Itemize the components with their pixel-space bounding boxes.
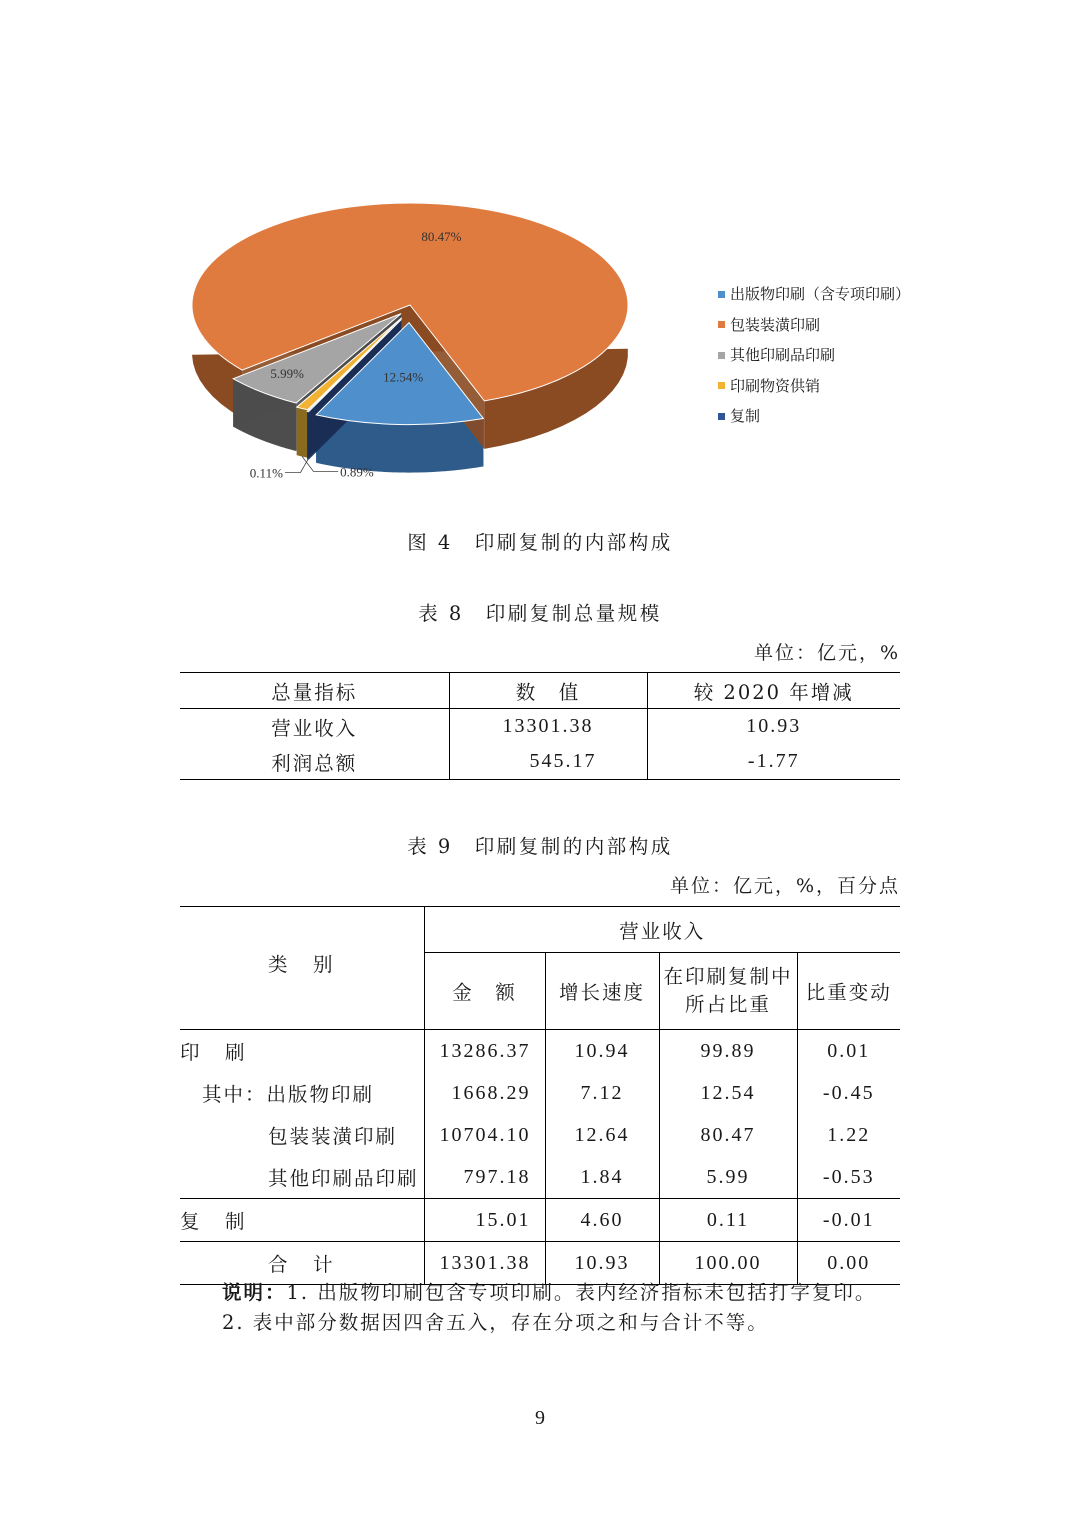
table-header-group: 营业收入 xyxy=(424,907,900,953)
table8-title: 表 8 印刷复制总量规模 xyxy=(418,602,662,625)
table-cell: 13286.37 xyxy=(424,1030,545,1073)
table-cell: 545.17 xyxy=(449,744,647,780)
pie-leader-line xyxy=(285,460,308,473)
table-cell: 0.00 xyxy=(827,1251,871,1274)
legend-label: 包装装潢印刷 xyxy=(730,315,821,334)
table-cell: 797.18 xyxy=(424,1156,545,1199)
row-label: 合 计 xyxy=(180,1242,424,1285)
table-row xyxy=(180,1199,900,1242)
table-cell: 13301.38 xyxy=(424,1242,545,1285)
legend-item xyxy=(718,371,910,402)
table-cell: 10.93 xyxy=(746,715,802,737)
table9-unit: 单位：亿元，%，百分点 xyxy=(669,875,900,897)
legend-item xyxy=(718,310,910,341)
table-row xyxy=(180,1030,900,1073)
table-row xyxy=(180,1156,900,1199)
row-label: 其中：出版物印刷 xyxy=(180,1072,424,1114)
note-line: 2. 表中部分数据因四舍五入，存在分项之和与合计不等。 xyxy=(222,1311,769,1334)
table-cell: 12.64 xyxy=(545,1114,659,1156)
table8 xyxy=(180,672,900,780)
table-cell: 13301.38 xyxy=(449,709,647,745)
table-cell: 利润总额 xyxy=(180,744,449,780)
legend-swatch xyxy=(718,321,725,328)
legend-swatch xyxy=(718,291,725,298)
table-cell: 营业收入 xyxy=(180,709,449,745)
row-label: 其他印刷品印刷 xyxy=(180,1156,424,1199)
table-cell: 100.00 xyxy=(659,1242,797,1285)
table-cell: 99.89 xyxy=(659,1030,797,1073)
table-cell: -1.77 xyxy=(747,750,800,772)
table9 xyxy=(180,906,900,1285)
legend-item xyxy=(718,279,910,310)
table-cell: 5.99 xyxy=(659,1156,797,1199)
table-header-row xyxy=(180,673,900,709)
row-label: 包装装潢印刷 xyxy=(180,1114,424,1156)
header-line: 所占比重 xyxy=(684,993,771,1017)
pie-data-label: 0.89% xyxy=(340,464,374,480)
table-cell: 1.84 xyxy=(545,1156,659,1199)
table-row xyxy=(180,1072,900,1114)
legend-label: 出版物印刷（含专项印刷） xyxy=(730,285,911,303)
header-line: 在印刷复制中 xyxy=(663,965,793,989)
note-line: 1. 出版物印刷包含专项印刷。表内经济指标未包括打字复印。 xyxy=(286,1281,877,1304)
table9-title: 表 9 印刷复制的内部构成 xyxy=(407,835,673,858)
table-cell: 10.93 xyxy=(545,1242,659,1285)
pie-data-label: 5.99% xyxy=(270,366,304,382)
table-cell: -0.45 xyxy=(822,1081,875,1104)
table-header: 数 值 xyxy=(449,673,647,709)
row-label: 复 制 xyxy=(180,1199,424,1242)
notes-label: 说明： xyxy=(222,1281,287,1304)
table8-unit: 单位：亿元，% xyxy=(753,642,900,664)
pie-data-label: 12.54% xyxy=(383,369,424,385)
page-number: 9 xyxy=(535,1407,545,1429)
table-cell: 80.47 xyxy=(659,1114,797,1156)
legend-label: 印刷物资供销 xyxy=(730,376,821,395)
table-cell: 1.22 xyxy=(827,1123,871,1146)
legend-item xyxy=(718,340,910,371)
table-cell: -0.53 xyxy=(797,1156,900,1199)
table-row xyxy=(180,709,900,745)
legend-label: 复制 xyxy=(730,407,761,425)
table-cell: 7.12 xyxy=(545,1072,659,1114)
table-header: 金 额 xyxy=(424,953,545,1030)
table-cell: 12.54 xyxy=(659,1072,797,1114)
table-header: 比重变动 xyxy=(797,953,900,1030)
table-row xyxy=(180,744,900,780)
pie-data-label: 80.47% xyxy=(421,228,462,244)
table-cell: 4.60 xyxy=(545,1199,659,1242)
chart-legend xyxy=(718,279,910,432)
table-header: 类 别 xyxy=(180,907,424,1030)
table-header: 较 2020 年增减 xyxy=(647,673,900,709)
table-cell: 0.01 xyxy=(827,1039,871,1062)
table-cell: -0.01 xyxy=(797,1199,900,1242)
legend-swatch xyxy=(718,413,725,420)
table-notes xyxy=(222,1278,876,1338)
table-cell: 1668.29 xyxy=(424,1072,545,1114)
table-cell: 0.11 xyxy=(659,1199,797,1242)
legend-item xyxy=(718,401,910,432)
table-header: 增长速度 xyxy=(545,953,659,1030)
legend-label: 其他印刷品印刷 xyxy=(730,346,836,364)
pie-data-label: 0.11% xyxy=(249,465,283,481)
row-label: 印 刷 xyxy=(180,1030,424,1073)
table-cell: 10.94 xyxy=(545,1030,659,1073)
table-header: 总量指标 xyxy=(180,673,449,709)
table-row xyxy=(180,1114,900,1156)
table-cell: 15.01 xyxy=(424,1199,545,1242)
legend-swatch xyxy=(718,382,725,389)
figure-caption: 图 4 印刷复制的内部构成 xyxy=(407,531,673,554)
table-cell: 10704.10 xyxy=(424,1114,545,1156)
table-header xyxy=(659,953,797,1030)
legend-swatch xyxy=(718,352,725,359)
pie-chart xyxy=(170,195,600,525)
